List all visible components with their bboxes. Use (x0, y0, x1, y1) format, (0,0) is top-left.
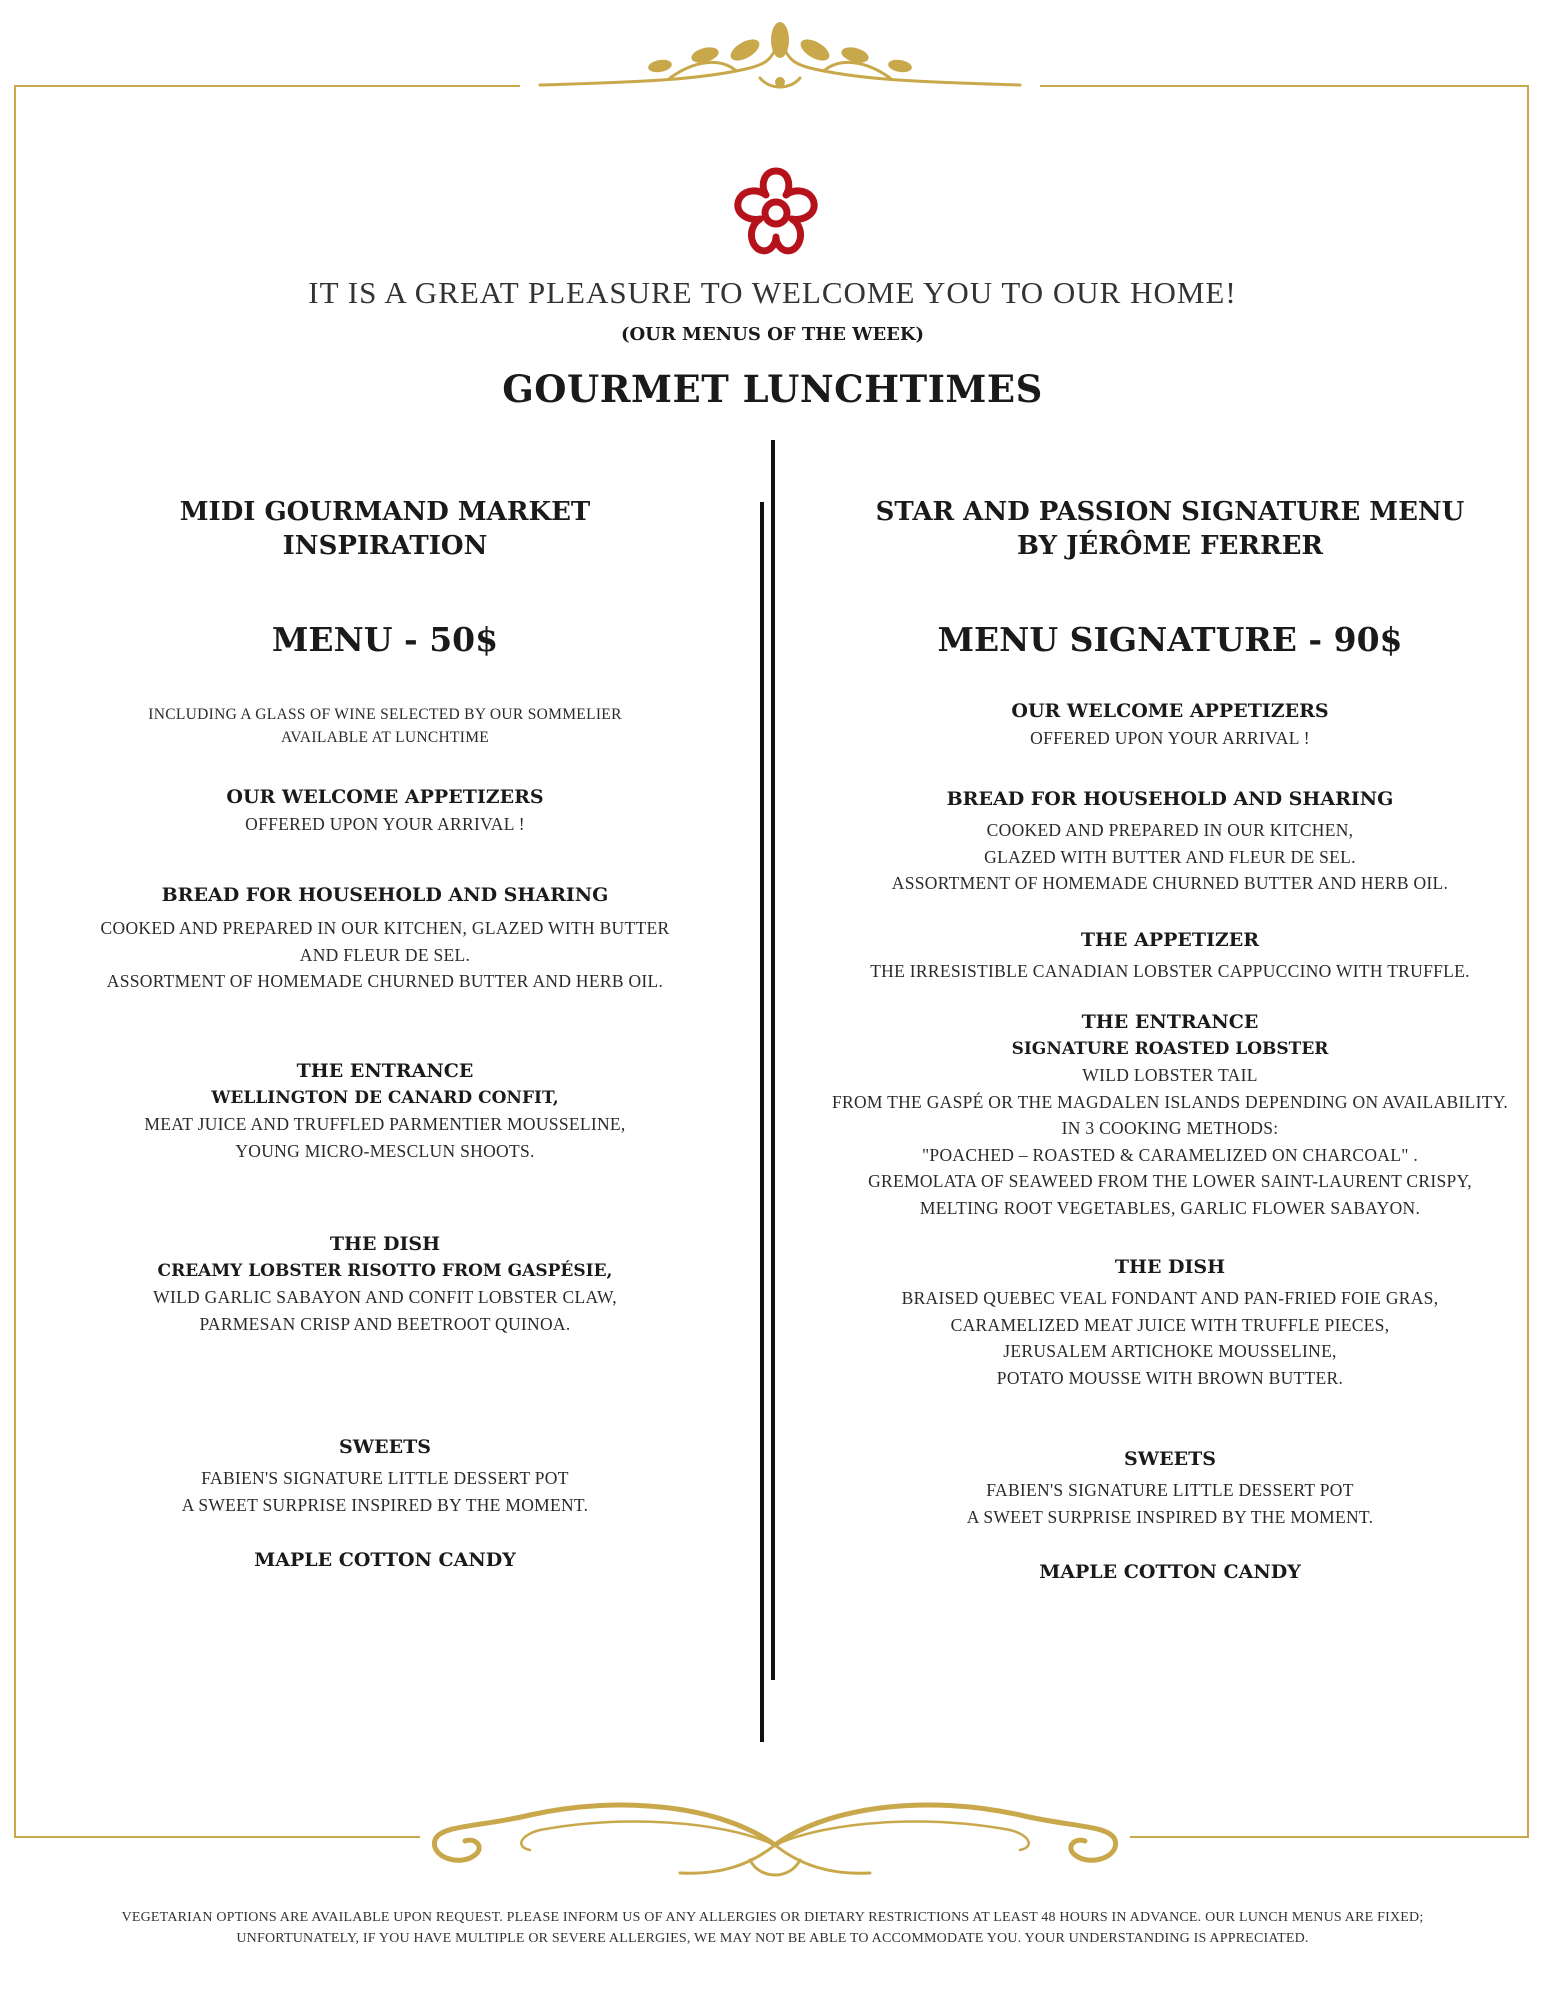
text-line: PARMESAN CRISP AND BEETROOT QUINOA. (199, 1313, 571, 1334)
text-line: YOUNG MICRO-MESCLUN SHOOTS. (235, 1140, 535, 1161)
left-entrance-section (60, 1058, 710, 1164)
left-menu-title (60, 495, 710, 563)
text-line: ASSORTMENT OF HOMEMADE CHURNED BUTTER AND HERB OIL. (891, 873, 1449, 893)
text-line: BRAISED QUEBEC VEAL FONDANT AND PAN-FRIED FOIE GRAS, (901, 1288, 1439, 1308)
text-line: "POACHED – ROASTED & CARAMELIZED ON CHARCOAL" . (921, 1144, 1419, 1165)
text-line: OFFERED UPON YOUR ARRIVAL ! (245, 814, 525, 834)
right-title-line: BY JÉRÔME FERRER (1016, 531, 1324, 561)
section-heading: THE DISH (1114, 1256, 1226, 1278)
text-line: WILD LOBSTER TAIL (1082, 1065, 1258, 1085)
left-dish-section (60, 1231, 710, 1337)
text-line: JERUSALEM ARTICHOKE MOUSSELINE, (1003, 1341, 1337, 1361)
left-candy: MAPLE COTTON CANDY (254, 1549, 516, 1571)
right-appetizers-section (820, 698, 1520, 752)
right-entrance-section (820, 1009, 1520, 1221)
right-appetizer-section (820, 927, 1520, 985)
text-line: FABIEN'S SIGNATURE LITTLE DESSERT POT (986, 1480, 1354, 1500)
section-heading: THE ENTRANCE (1081, 1011, 1259, 1033)
section-heading: OUR WELCOME APPETIZERS (1011, 700, 1329, 722)
section-heading: THE ENTRANCE (296, 1060, 474, 1082)
dish-name: CREAMY LOBSTER RISOTTO FROM GASPÉSIE, (157, 1261, 613, 1281)
footer-line: UNFORTUNATELY, IF YOU HAVE MULTIPLE OR SEVERE ALLERGIES, WE MAY NOT BE ABLE TO ACCOMMODATE YOU. YOUR UNDERSTANDING IS APPRECIATED. (236, 1931, 1309, 1946)
text-line: CARAMELIZED MEAT JUICE WITH TRUFFLE PIECES, (950, 1314, 1390, 1335)
page-title: GOURMET LUNCHTIMES (502, 367, 1043, 411)
left-title-line: INSPIRATION (282, 531, 488, 561)
left-sweets-section (60, 1434, 710, 1518)
michelin-star-icon (730, 163, 822, 263)
welcome-text: IT IS A GREAT PLEASURE TO WELCOME YOU TO OUR HOME! (308, 275, 1237, 310)
text-line: AVAILABLE AT LUNCHTIME (280, 729, 490, 746)
footer-disclaimer (40, 1907, 1505, 1949)
text-line: A SWEET SURPRISE INSPIRED BY THE MOMENT. (181, 1494, 589, 1515)
footer-line: VEGETARIAN OPTIONS ARE AVAILABLE UPON REQUEST. PLEASE INFORM US OF ANY ALLERGIES OR DIETARY RESTRICTIONS AT LEAST 48 HOURS IN ADVANCE. OUR LUNCH MENUS ARE FIXED; (121, 1910, 1424, 1925)
text-line: POTATO MOUSSE WITH BROWN BUTTER. (996, 1367, 1344, 1388)
left-menu-price: MENU - 50$ (271, 620, 499, 659)
right-title-line: STAR AND PASSION SIGNATURE MENU (875, 497, 1465, 527)
right-bread-section (820, 786, 1520, 897)
bottom-ornament-icon (420, 1785, 1130, 1890)
section-heading: SWEETS (339, 1436, 431, 1458)
text-line: AND FLEUR DE SEL. (299, 944, 471, 965)
right-candy: MAPLE COTTON CANDY (1039, 1561, 1301, 1583)
dish-name: WELLINGTON DE CANARD CONFIT, (211, 1088, 559, 1108)
text-line: OFFERED UPON YOUR ARRIVAL ! (1030, 728, 1310, 748)
section-heading: THE APPETIZER (1080, 929, 1260, 951)
right-sweets-section (820, 1446, 1520, 1530)
text-line: MELTING ROOT VEGETABLES, GARLIC FLOWER SABAYON. (919, 1197, 1421, 1218)
dish-name: SIGNATURE ROASTED LOBSTER (1011, 1039, 1329, 1059)
left-bread-section (60, 882, 710, 995)
section-heading: BREAD FOR HOUSEHOLD AND SHARING (946, 788, 1394, 810)
right-menu-title (820, 495, 1520, 563)
right-dish-section (820, 1254, 1520, 1391)
left-appetizers-section (60, 784, 710, 838)
text-line: INCLUDING A GLASS OF WINE SELECTED BY OUR SOMMELIER (148, 706, 622, 723)
text-line: GREMOLATA OF SEAWEED FROM THE LOWER SAINT-LAURENT CRISPY, (868, 1171, 1472, 1191)
text-line: MEAT JUICE AND TRUFFLED PARMENTIER MOUSSELINE, (144, 1114, 626, 1134)
section-heading: SWEETS (1124, 1448, 1216, 1470)
top-ornament-icon (520, 20, 1040, 98)
menus-of-week-subtitle: (OUR MENUS OF THE WEEK) (620, 324, 925, 345)
section-heading: OUR WELCOME APPETIZERS (226, 786, 544, 808)
left-wine-note (60, 703, 710, 749)
text-line: COOKED AND PREPARED IN OUR KITCHEN, (986, 820, 1354, 840)
text-line: ASSORTMENT OF HOMEMADE CHURNED BUTTER AND HERB OIL. (106, 971, 664, 991)
text-line: IN 3 COOKING METHODS: (1061, 1118, 1279, 1138)
text-line: THE IRRESISTIBLE CANADIAN LOBSTER CAPPUCCINO WITH TRUFFLE. (870, 961, 1470, 981)
text-line: GLAZED WITH BUTTER AND FLEUR DE SEL. (984, 846, 1356, 867)
text-line: WILD GARLIC SABAYON AND CONFIT LOBSTER CLAW, (153, 1287, 617, 1307)
text-line: COOKED AND PREPARED IN OUR KITCHEN, GLAZED WITH BUTTER (100, 918, 670, 938)
text-line: FROM THE GASPÉ OR THE MAGDALEN ISLANDS DEPENDING ON AVAILABILITY. (831, 1091, 1509, 1112)
text-line: FABIEN'S SIGNATURE LITTLE DESSERT POT (201, 1468, 569, 1488)
text-line: A SWEET SURPRISE INSPIRED BY THE MOMENT. (966, 1506, 1374, 1527)
section-heading: BREAD FOR HOUSEHOLD AND SHARING (161, 884, 609, 906)
right-menu-price: MENU SIGNATURE - 90$ (937, 620, 1403, 659)
left-title-line: MIDI GOURMAND MARKET (179, 497, 591, 527)
divider-line-right (771, 440, 775, 1680)
section-heading: THE DISH (329, 1233, 441, 1255)
divider-line-left (760, 502, 764, 1742)
